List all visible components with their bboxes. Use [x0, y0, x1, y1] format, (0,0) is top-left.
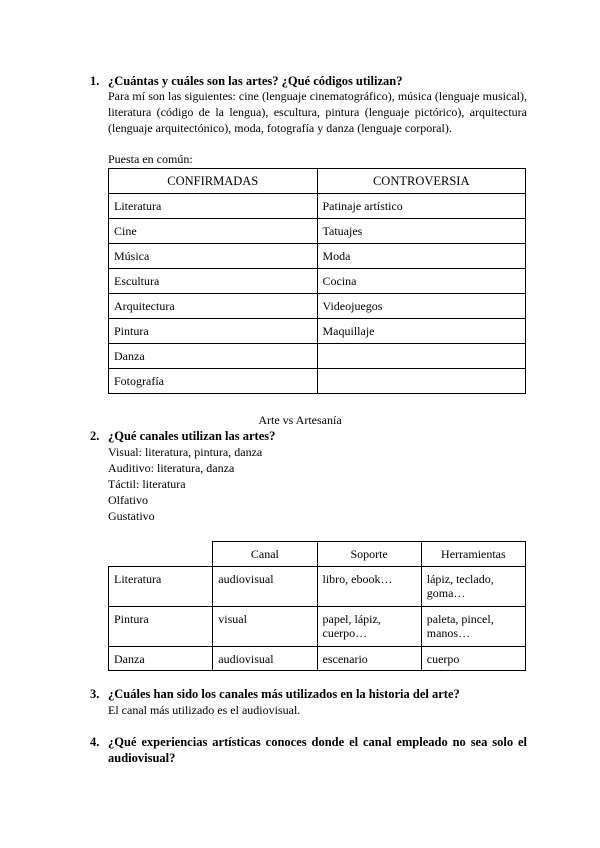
table-cell: Videojuegos [317, 294, 526, 319]
table-row [109, 269, 526, 294]
question-4 [90, 734, 527, 766]
table-cell: Arquitectura [109, 294, 318, 319]
header-confirmadas: CONFIRMADAS [109, 169, 318, 194]
table-cell: papel, lápiz, cuerpo… [317, 607, 421, 647]
channels-table [108, 541, 526, 671]
question-2 [90, 428, 527, 444]
channel-line: Gustativo [108, 509, 155, 523]
puesta-en-comun-label: Puesta en común: [108, 152, 193, 166]
table-row [109, 219, 526, 244]
table-cell: visual [213, 607, 317, 647]
question-2-number: 2. [90, 429, 100, 443]
table-row [109, 647, 526, 671]
table-cell: Música [109, 244, 318, 269]
table-cell: Maquillaje [317, 319, 526, 344]
table-cell: Cine [109, 219, 318, 244]
table-cell: Danza [109, 344, 318, 369]
table-cell: Escultura [109, 269, 318, 294]
answer-3: El canal más utilizado es el audiovisual. [108, 703, 301, 717]
channel-line: Olfativo [108, 493, 148, 507]
table-cell [317, 344, 526, 369]
arte-vs-artesania: Arte vs Artesanía [258, 413, 342, 427]
table-cell: Pintura [109, 607, 213, 647]
header-herramientas: Herramientas [421, 542, 525, 567]
question-1 [90, 73, 527, 89]
question-3-title: ¿Cuáles han sido los canales más utilizados en la historia del arte? [108, 687, 460, 701]
table-cell: libro, ebook… [317, 567, 421, 607]
table-cell: Moda [317, 244, 526, 269]
channel-line: Visual: literatura, pintura, danza [108, 445, 263, 459]
question-4-title: ¿Qué experiencias artísticas conoces donde el canal empleado no sea solo el audiovisual? [108, 735, 527, 765]
question-4-number: 4. [90, 735, 100, 749]
table-cell: Tatuajes [317, 219, 526, 244]
table-row [109, 344, 526, 369]
table-row [109, 194, 526, 219]
table-cell: audiovisual [213, 647, 317, 671]
table-cell: Pintura [109, 319, 318, 344]
question-1-title: ¿Cuántas y cuáles son las artes? ¿Qué códigos utilizan? [108, 74, 403, 88]
question-2-title: ¿Qué canales utilizan las artes? [108, 429, 276, 443]
question-3-number: 3. [90, 687, 100, 701]
table-row [109, 369, 526, 394]
answer-1: Para mí son las siguientes: cine (lenguaje cinematográfico), música (lenguaje musical), literatura (código de la lengua), escultura, pintura (lenguaje pictórico), arquitectura (lenguaje arquitectónico), moda, fotografía y danza (lenguaje corporal). [108, 89, 527, 135]
table-cell: Literatura [109, 567, 213, 607]
table-row [109, 319, 526, 344]
table-cell [317, 369, 526, 394]
table-cell: escenario [317, 647, 421, 671]
arts-table-header [109, 169, 526, 194]
question-1-number: 1. [90, 74, 100, 88]
table-row [109, 567, 526, 607]
table-cell: Patinaje artístico [317, 194, 526, 219]
table-cell: Danza [109, 647, 213, 671]
table-cell: Cocina [317, 269, 526, 294]
channels-table-header [109, 542, 526, 567]
table-cell: Fotografía [109, 369, 318, 394]
table-cell: paleta, pincel, manos… [421, 607, 525, 647]
table-cell: lápiz, teclado, goma… [421, 567, 525, 607]
arts-table [108, 168, 526, 394]
table-cell: cuerpo [421, 647, 525, 671]
table-cell: Literatura [109, 194, 318, 219]
header-controversia: CONTROVERSIA [317, 169, 526, 194]
channel-line: Auditivo: literatura, danza [108, 461, 235, 475]
empty-header-cell [109, 542, 213, 567]
table-row [109, 294, 526, 319]
table-row [109, 607, 526, 647]
channel-line: Táctil: literatura [108, 477, 186, 491]
header-soporte: Soporte [317, 542, 421, 567]
table-cell: audiovisual [213, 567, 317, 607]
header-canal: Canal [213, 542, 317, 567]
table-row [109, 244, 526, 269]
question-3 [90, 686, 527, 702]
